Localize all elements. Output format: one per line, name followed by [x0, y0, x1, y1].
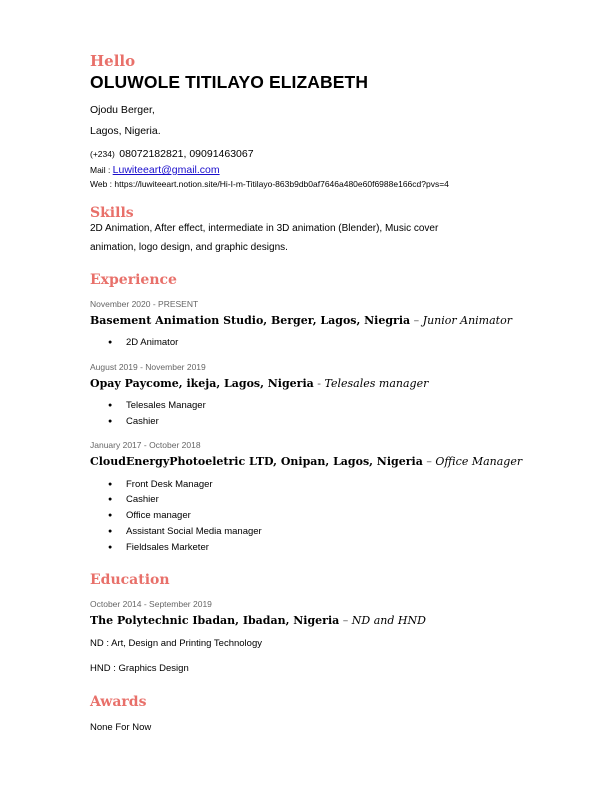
education-hnd: HND : Graphics Design: [90, 663, 189, 674]
awards-title: Awards: [90, 694, 147, 710]
job-company: CloudEnergyPhotoeletric LTD, Onipan, Lagos, Nigeria: [90, 455, 423, 468]
list-item: ● Cashier: [108, 416, 159, 427]
phone-numbers: 08072182821, 09091463067: [119, 148, 254, 160]
job-heading: [90, 455, 522, 468]
job-separator: -: [313, 377, 325, 390]
job-date: August 2019 - November 2019: [90, 362, 206, 372]
address-line-2: Lagos, Nigeria.: [90, 125, 161, 137]
job-date: January 2017 - October 2018: [90, 440, 201, 450]
mail-line: [90, 160, 220, 178]
skills-line-2: animation, logo design, and graphic designs.: [90, 242, 288, 253]
job-role: Junior Animator: [422, 314, 512, 327]
mail-label: Mail :: [90, 165, 113, 175]
list-item: ● Front Desk Manager: [108, 479, 213, 490]
greeting: Hello: [90, 52, 136, 70]
email-link[interactable]: Luwiteeart@gmail.com: [112, 164, 220, 176]
skills-title: Skills: [90, 205, 134, 221]
education-nd: ND : Art, Design and Printing Technology: [90, 638, 262, 649]
job-date: November 2020 - PRESENT: [90, 299, 199, 309]
job-role: Telesales manager: [324, 377, 429, 390]
experience-title: Experience: [90, 272, 177, 288]
education-title: Education: [90, 572, 170, 588]
list-item: ● 2D Animator: [108, 337, 178, 348]
list-item: ● Assistant Social Media manager: [108, 526, 262, 537]
address-line-1: Ojodu Berger,: [90, 104, 155, 116]
web-label: Web :: [90, 179, 115, 189]
phone-prefix: (+234): [90, 149, 115, 159]
job-separator: –: [410, 314, 423, 327]
education-date: October 2014 - September 2019: [90, 599, 212, 609]
education-school: The Polytechnic Ibadan, Ibadan, Nigeria: [90, 614, 340, 627]
list-item: ● Fieldsales Marketer: [108, 542, 209, 553]
job-company: Basement Animation Studio, Berger, Lagos, Niegria: [90, 314, 411, 327]
job-role: Office Manager: [435, 455, 523, 468]
job-heading: [90, 377, 428, 390]
list-item: ● Office manager: [108, 510, 191, 521]
job-heading: [90, 314, 512, 327]
job-company: Opay Paycome, ikeja, Lagos, Nigeria: [90, 377, 314, 390]
web-url[interactable]: https://luwiteeart.notion.site/Hi-I-m-Titilayo-863b9db0af7646a480e60f6988e166cd?pvs=4: [114, 179, 449, 189]
list-item: ● Cashier: [108, 494, 159, 505]
full-name: OLUWOLE TITILAYO ELIZABETH: [90, 72, 369, 92]
list-item: ● Telesales Manager: [108, 400, 206, 411]
education-heading: [90, 614, 426, 627]
job-separator: –: [422, 455, 436, 468]
web-line: [90, 179, 449, 189]
skills-line-1: 2D Animation, After effect, intermediate in 3D animation (Blender), Music cover: [90, 223, 439, 234]
education-degree: ND and HND: [351, 614, 426, 627]
education-separator: –: [339, 614, 352, 627]
awards-text: None For Now: [90, 722, 152, 733]
